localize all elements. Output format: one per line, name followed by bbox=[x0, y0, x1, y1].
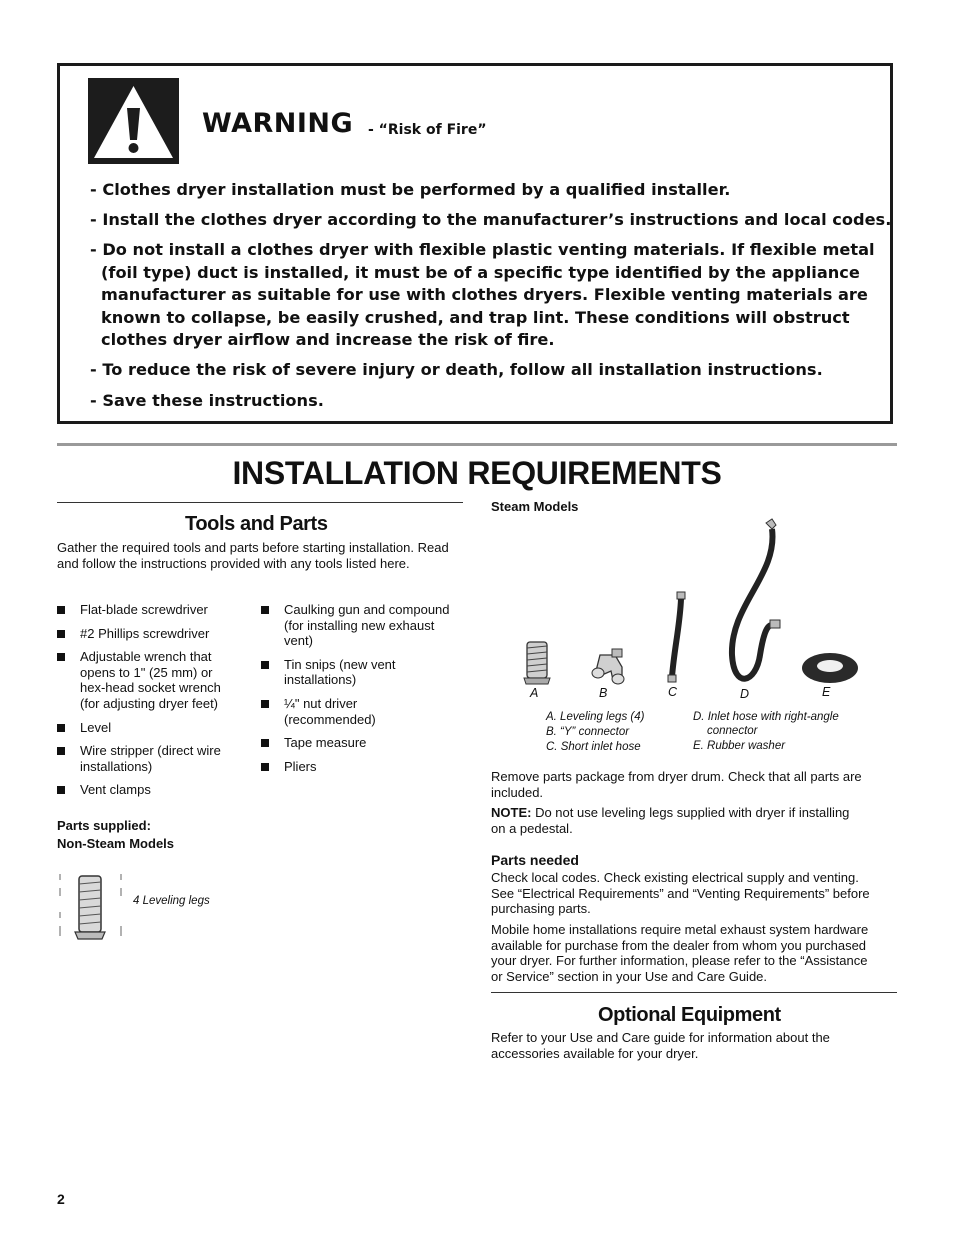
optional-divider bbox=[491, 992, 897, 993]
parts-needed-p1 bbox=[491, 870, 896, 917]
parts-legend-left bbox=[546, 710, 644, 754]
tool-col2-item-2 bbox=[261, 657, 466, 688]
remove-parts-text bbox=[491, 769, 891, 800]
tool-col2-item-1-line-3: vent) bbox=[284, 633, 313, 649]
tools-list-2 bbox=[261, 602, 466, 782]
tool-col2-item-3 bbox=[261, 696, 466, 727]
part-e-rubber-washer bbox=[802, 653, 858, 683]
tool-col1-item-3-line-2: opens to 1" (25 mm) or bbox=[80, 664, 213, 680]
tools-divider bbox=[57, 502, 463, 503]
tool-col1-item-4 bbox=[57, 720, 252, 736]
legend-a: A. Leveling legs (4) bbox=[546, 711, 645, 723]
tool-col1-item-2 bbox=[57, 626, 252, 642]
tool-col1-item-3 bbox=[57, 649, 252, 711]
bullet-icon bbox=[261, 763, 269, 771]
warning-line-3b: (foil type) duct is installed, it must be of a specific type identified by the appliance bbox=[101, 262, 860, 282]
optional-line-1: Refer to your Use and Care guide for information about the bbox=[491, 1030, 830, 1045]
leveling-legs-caption: 4 Leveling legs bbox=[133, 895, 210, 907]
non-steam-label: Non-Steam Models bbox=[57, 836, 175, 851]
tool-col1-item-1-line-1: Flat-blade screwdriver bbox=[80, 602, 208, 617]
leveling-leg-illustration bbox=[57, 866, 127, 942]
tool-col1-item-6-line-1: Vent clamps bbox=[80, 782, 151, 798]
warning-title: WARNING bbox=[202, 108, 354, 139]
bullet-icon bbox=[57, 786, 65, 794]
part-a-leveling-leg bbox=[524, 642, 550, 684]
part-letter-e: E bbox=[822, 685, 831, 699]
parts-needed-p1-line-2: See “Electrical Requirements” and “Venting Requirements” before bbox=[491, 885, 870, 901]
warning-line-3d: known to collapse, be easily crushed, and trap lint. These conditions will obstruct bbox=[101, 307, 850, 327]
part-letter-c: C bbox=[668, 685, 678, 699]
warning-line-4: - To reduce the risk of severe injury or death, follow all installation instructions. bbox=[90, 360, 823, 379]
warning-line-3c: manufacturer as suitable for use with clothes dryers. Flexible venting materials are bbox=[101, 285, 868, 304]
steam-models-label: Steam Models bbox=[491, 499, 579, 514]
note-line-2: on a pedestal. bbox=[491, 820, 573, 836]
tool-col2-item-5-line-1: Pliers bbox=[284, 758, 317, 774]
tool-col2-item-3-line-1: ¼" nut driver bbox=[284, 695, 358, 711]
remove-line-1: Remove parts package from dryer drum. Check that all parts are bbox=[491, 769, 862, 784]
bullet-icon bbox=[261, 700, 269, 708]
warning-triangle-icon bbox=[88, 78, 179, 164]
tool-col1-item-3-line-4: (for adjusting dryer feet) bbox=[80, 695, 219, 711]
remove-line-2: included. bbox=[491, 784, 544, 800]
bullet-icon bbox=[261, 739, 269, 747]
part-d-long-hose bbox=[732, 519, 780, 679]
tools-list-1 bbox=[57, 602, 252, 806]
tool-col1-item-5-line-1: Wire stripper (direct wire bbox=[80, 743, 221, 759]
parts-needed-p2-line-4: or Service” section in your Use and Care Guide. bbox=[491, 968, 768, 984]
bullet-icon bbox=[57, 606, 65, 614]
tool-col1-item-5-line-2: installations) bbox=[80, 758, 153, 774]
tool-col1-item-3-line-1: Adjustable wrench that bbox=[80, 649, 212, 665]
bullet-icon bbox=[57, 724, 65, 732]
tool-col2-item-1-line-2: (for installing new exhaust bbox=[284, 617, 435, 633]
page-number: 2 bbox=[57, 1191, 65, 1207]
parts-legend-right bbox=[693, 710, 839, 753]
parts-needed-p1-line-1: Check local codes. Check existing electrical supply and venting. bbox=[491, 870, 859, 885]
parts-needed-heading: Parts needed bbox=[491, 852, 579, 868]
tool-col1-item-4-line-1: Level bbox=[80, 719, 112, 735]
tool-col2-item-1-line-1: Caulking gun and compound bbox=[284, 602, 450, 617]
warning-line-3a: - Do not install a clothes dryer with flexible plastic venting materials. If flexible metal bbox=[90, 240, 875, 259]
note-text bbox=[491, 805, 891, 836]
part-b-y-connector bbox=[592, 649, 624, 684]
optional-line-2: accessories available for your dryer. bbox=[491, 1045, 699, 1061]
legend-c: C. Short inlet hose bbox=[546, 741, 641, 753]
tool-col2-item-1 bbox=[261, 602, 466, 649]
section-divider bbox=[57, 443, 897, 446]
tool-col1-item-1 bbox=[57, 602, 252, 618]
part-c-short-hose bbox=[668, 592, 685, 682]
part-letter-d: D bbox=[740, 687, 750, 701]
tool-col2-item-5 bbox=[261, 759, 466, 775]
tool-col2-item-2-line-1: Tin snips (new vent bbox=[284, 656, 396, 672]
tool-col1-item-2-line-1: #2 Phillips screwdriver bbox=[80, 625, 210, 641]
tool-col2-item-3-line-2: (recommended) bbox=[284, 711, 376, 727]
part-letter-a: A bbox=[530, 686, 539, 700]
warning-line-5: - Save these instructions. bbox=[90, 391, 324, 410]
tool-col1-item-3-line-3: hex-head socket wrench bbox=[80, 680, 221, 696]
bullet-icon bbox=[261, 661, 269, 669]
parts-needed-p2 bbox=[491, 922, 896, 984]
tool-col1-item-6 bbox=[57, 782, 252, 798]
legend-e: E. Rubber washer bbox=[693, 740, 786, 752]
tools-heading: Tools and Parts bbox=[185, 513, 328, 535]
bullet-icon bbox=[57, 747, 65, 755]
tools-intro-line-2: and follow the instructions provided with any tools listed here. bbox=[57, 555, 410, 571]
bullet-icon bbox=[57, 653, 65, 661]
bullet-icon bbox=[261, 606, 269, 614]
part-letter-b: B bbox=[599, 686, 608, 700]
legend-b: B. “Y” connector bbox=[546, 726, 630, 738]
warning-line-3 bbox=[90, 239, 880, 352]
tool-col2-item-2-line-2: installations) bbox=[284, 672, 357, 688]
parts-needed-p2-line-1: Mobile home installations require metal exhaust system hardware bbox=[491, 922, 869, 937]
legend-d: D. Inlet hose with right-angle bbox=[693, 711, 839, 723]
parts-needed-p2-line-2: available for purchase from the dealer from whom you purchased bbox=[491, 937, 867, 953]
tool-col1-item-5 bbox=[57, 743, 252, 774]
bullet-icon bbox=[57, 630, 65, 638]
tool-col2-item-4 bbox=[261, 735, 466, 751]
note-label: NOTE: bbox=[491, 805, 532, 820]
note-line-1: Do not use leveling legs supplied with dryer if installing bbox=[531, 805, 850, 820]
warning-subtitle: - “Risk of Fire” bbox=[368, 122, 487, 138]
parts-needed-p1-line-3: purchasing parts. bbox=[491, 901, 591, 917]
tools-intro-line-1: Gather the required tools and parts before starting installation. Read bbox=[57, 540, 449, 555]
warning-line-3e: clothes dryer airflow and increase the risk of fire. bbox=[101, 330, 555, 349]
optional-equipment-heading: Optional Equipment bbox=[598, 1004, 781, 1026]
parts-needed-p2-line-3: your dryer. For further information, please refer to the “Assistance bbox=[491, 953, 868, 969]
parts-supplied-label: Parts supplied: bbox=[57, 818, 151, 833]
legend-d-cont: connector bbox=[707, 725, 758, 737]
steam-parts-illustration bbox=[510, 515, 890, 705]
tools-intro bbox=[57, 540, 467, 571]
optional-equipment-text bbox=[491, 1030, 891, 1061]
warning-line-2: - Install the clothes dryer according to the manufacturer’s instructions and local codes. bbox=[90, 210, 892, 229]
page-title: INSTALLATION REQUIREMENTS bbox=[232, 455, 722, 491]
warning-line-1: - Clothes dryer installation must be performed by a qualified installer. bbox=[90, 180, 731, 199]
tool-col2-item-4-line-1: Tape measure bbox=[284, 735, 367, 751]
